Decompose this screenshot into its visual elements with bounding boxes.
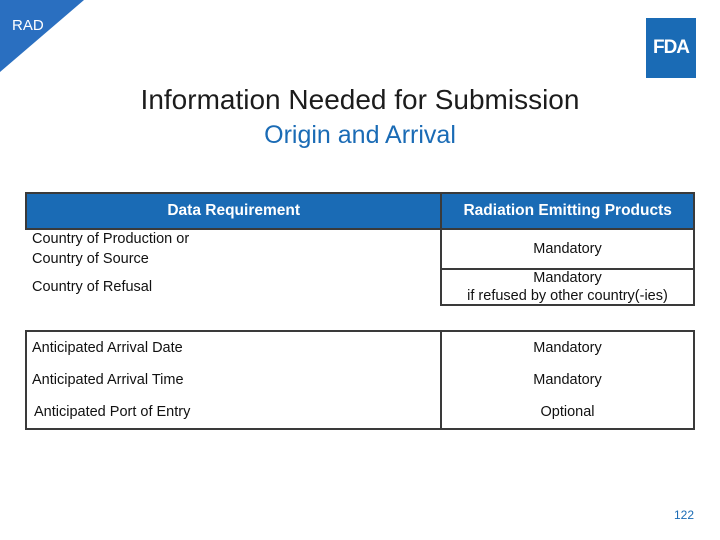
- fda-logo: [646, 18, 696, 78]
- value-cell: [440, 364, 693, 396]
- slide-title: Information Needed for Submission: [140, 84, 580, 115]
- table-header-row: [25, 192, 695, 230]
- value-text: Mandatory: [533, 241, 602, 257]
- table-row: [25, 332, 693, 364]
- corner-decoration: [0, 0, 84, 72]
- lower-left-border: [25, 330, 27, 430]
- value-text: Mandatory: [533, 340, 602, 356]
- header-data-requirement: Data Requirement: [25, 192, 440, 230]
- header-radiation-emitting-products: Radiation Emitting Products: [440, 192, 695, 230]
- value-cell: [440, 230, 695, 268]
- row-divider: [440, 304, 695, 306]
- value-text: Mandatory: [533, 270, 602, 286]
- requirement-text: Anticipated Arrival Date: [32, 340, 183, 356]
- slide-subtitle: Origin and Arrival: [264, 121, 456, 149]
- requirement-text: Anticipated Port of Entry: [34, 404, 191, 420]
- value-cell: [440, 268, 695, 306]
- value-cell: [440, 332, 693, 364]
- table-row: [25, 396, 693, 428]
- table-row: [25, 230, 695, 268]
- table-gap: [25, 306, 695, 330]
- row-divider: [440, 268, 695, 270]
- requirement-text: Country of Source: [32, 251, 149, 267]
- requirement-cell: [25, 268, 440, 306]
- table-row: [25, 364, 693, 396]
- requirement-cell: [25, 332, 440, 364]
- table-row: [25, 268, 695, 306]
- page-number: 122: [674, 508, 695, 522]
- requirement-text: Anticipated Arrival Time: [32, 372, 184, 388]
- fda-logo-text: FDA: [652, 37, 690, 58]
- requirement-text: Country of Production or: [32, 231, 190, 247]
- corner-label: RAD: [12, 17, 44, 34]
- requirement-cell: [25, 396, 440, 428]
- requirement-text: Country of Refusal: [32, 279, 153, 295]
- requirements-table: [25, 192, 695, 430]
- value-cell: [440, 396, 693, 428]
- value-text: Optional: [540, 404, 595, 420]
- table-lower-block: [25, 330, 695, 430]
- value-text: Mandatory: [533, 372, 602, 388]
- requirement-cell: [25, 230, 440, 268]
- value-note-text: if refused by other country(-ies): [467, 288, 668, 304]
- requirement-cell: [25, 364, 440, 396]
- corner-triangle-icon: [0, 0, 84, 72]
